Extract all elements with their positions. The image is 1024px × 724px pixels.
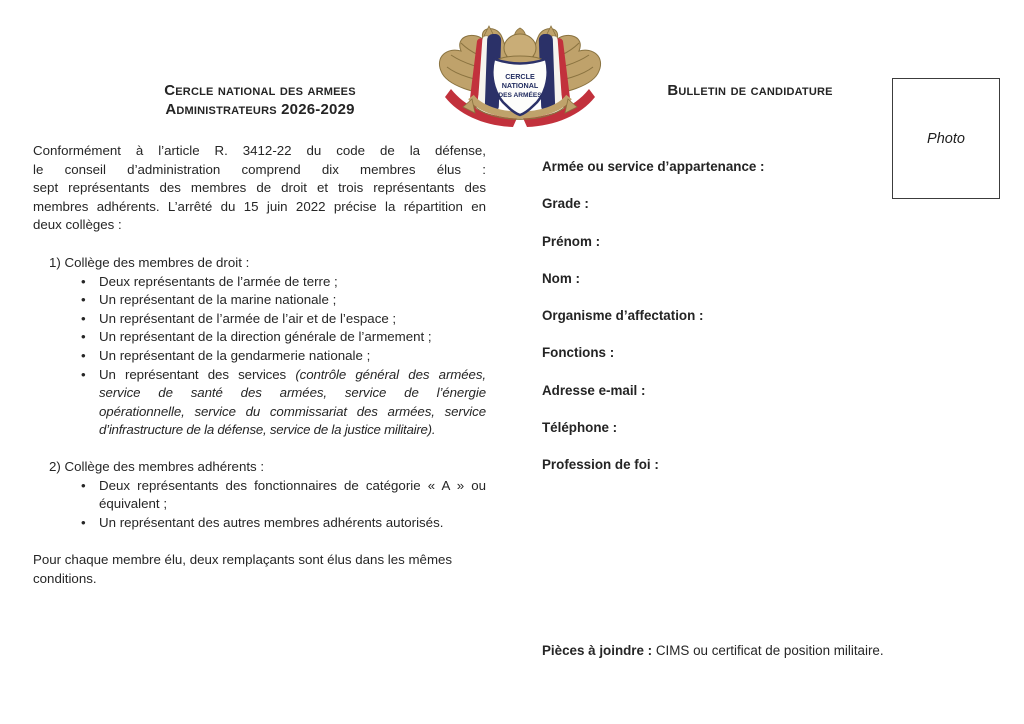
intro-line: membres adhérents. L’arrêté du 15 juin 2022 précise la répartition en — [33, 198, 486, 214]
org-name: Cercle national des armees — [164, 82, 356, 99]
list-item-services — [33, 366, 486, 440]
intro-line: deux collèges : — [33, 217, 122, 233]
attachments-note — [542, 643, 884, 658]
form-field-label: Nom : — [542, 270, 580, 286]
list-item: • Un représentant de la marine nationale ; — [33, 291, 486, 310]
form-field-label: Organisme d’affectation : — [542, 308, 704, 324]
intro-line: le conseil d’administration comprend dix membres élus : — [33, 161, 486, 177]
list-item-line: équivalent ; — [99, 496, 168, 512]
college2-list — [33, 477, 486, 533]
college1-list — [33, 273, 486, 366]
cna-emblem-logo — [437, 17, 603, 129]
college1-title: 1) Collège des membres de droit : — [49, 254, 250, 270]
services-italic-line: d’infrastructure de la défense, service de la justice militaire). — [99, 422, 436, 438]
intro-line: Conformément à l’article R. 3412-22 du code de la défense, — [33, 143, 486, 158]
form-field-label: Profession de foi : — [542, 457, 659, 473]
form-field-label: Téléphone : — [542, 420, 618, 436]
shield-icon — [492, 59, 547, 115]
helmet-icon — [497, 28, 543, 66]
services-italic-line: opérationnelle, service du commissariat des armées, service — [99, 403, 486, 419]
list-item: • Un représentant de la direction générale de l’armement ; — [33, 328, 486, 347]
form-field-label: Armée ou service d’appartenance : — [542, 159, 765, 174]
left-text-column — [33, 142, 486, 588]
org-header — [118, 81, 402, 119]
shield-text-line3: DES ARMÉES — [498, 92, 542, 99]
org-subtitle: Administrateurs 2026-2029 — [165, 101, 355, 118]
list-item: • Un représentant de la gendarmerie nationale ; — [33, 347, 486, 366]
list-item: • Un représentant de l’armée de l’air et de l’espace ; — [33, 310, 486, 329]
form-field-label: Fonctions : — [542, 345, 615, 361]
form-field-label: Prénom : — [542, 233, 601, 249]
attachments-text: CIMS ou certificat de position militaire. — [652, 643, 884, 658]
services-intro: Un représentant des services — [99, 366, 296, 382]
list-item-line: • Deux représentants des fonctionnaires de catégorie « A » ou — [99, 477, 486, 493]
shield-text-line1: CERCLE — [505, 72, 535, 81]
form-title: Bulletin de candidature — [667, 82, 833, 99]
photo-label: Photo — [927, 130, 965, 147]
closing-paragraph: Pour chaque membre élu, deux remplaçants sont élus dans les mêmes conditions. — [33, 552, 453, 586]
form-field-label: Grade : — [542, 196, 589, 212]
form-fields-column — [542, 158, 765, 494]
intro-line: sept représentants des membres de droit et trois représentants des — [33, 180, 486, 196]
attachments-label: Pièces à joindre : — [542, 643, 653, 658]
list-item: • Deux représentants de l’armée de terre ; — [33, 273, 486, 292]
form-field-label: Adresse e-mail : — [542, 382, 646, 398]
services-italic-line: service de santé des armées, service de l’énergie — [99, 385, 486, 401]
photo-placeholder-box — [892, 78, 1000, 199]
services-italic-line: (contrôle général des armées, — [295, 366, 486, 382]
shield-text-line2: NATIONAL — [501, 81, 539, 90]
college2-title: 2) Collège des membres adhérents : — [49, 458, 265, 474]
list-item: • Un représentant des autres membres adhérents autorisés. — [33, 514, 486, 533]
intro-paragraph — [33, 142, 486, 235]
list-item — [33, 477, 486, 514]
